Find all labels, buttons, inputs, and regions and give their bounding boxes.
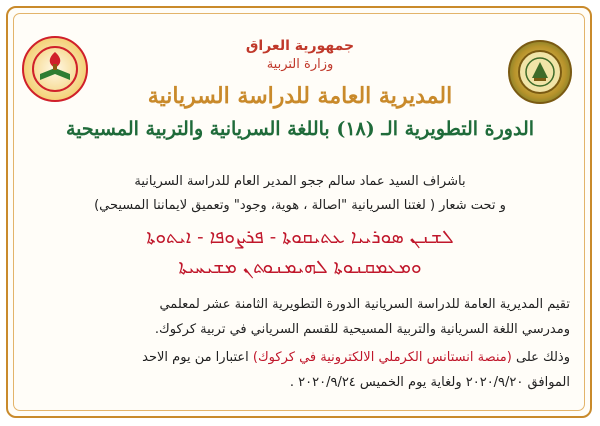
slogan-line: و تحت شعار ( لغتنا السريانية "اصالة ، هوية، وجود" وتعميق لايماننا المسيحي) <box>94 198 506 213</box>
announcement-line-1: تقيم المديرية العامة للدراسة السريانية الدورة التطويرية الثامنة عشر لمعلمي <box>159 297 570 312</box>
directorate-title: المديرية العامة للدراسة السريانية <box>147 83 453 109</box>
syriac-slogan-line-2: ܘܡܥܡܩܢܘܬܐ ܠܗܝܡܢܘܬܢ ܡܫܝܚܝܬܐ <box>178 256 422 278</box>
platform-name: (منصة انستانس الكرملي الالكترونية في كركوك) <box>252 350 512 365</box>
dates-line: الموافق ٢٠٢٠/٩/٢٠ ولغاية يوم الخميس ٢٠٢٠/٩/٢٤ . <box>289 375 570 390</box>
platform-suffix: اعتبارا من يوم الاحد <box>142 350 249 365</box>
republic-title: جمهورية العراق <box>245 38 355 54</box>
course-title: الدورة التطويرية الـ (١٨) باللغة السريانية والتربية المسيحية <box>65 118 535 140</box>
announcement-line-2: ومدرسي اللغة السريانية والتربية المسيحية للقسم السرياني في تربية كركوك. <box>154 322 570 337</box>
platform-line <box>30 350 570 365</box>
supervision-line: باشراف السيد عماد سالم ججو المدير العام للدراسة السريانية <box>134 174 466 189</box>
syriac-slogan-line-1: ܠܫܢܢ ܣܘܪܝܝܐ ܥܬܝܩܘܬܐ - ܦܪܨܘܦܐ - ܐܝܬܘܬܐ <box>146 226 454 248</box>
platform-prefix: وذلك على <box>515 350 570 365</box>
ministry-title: وزارة التربية <box>266 57 334 72</box>
